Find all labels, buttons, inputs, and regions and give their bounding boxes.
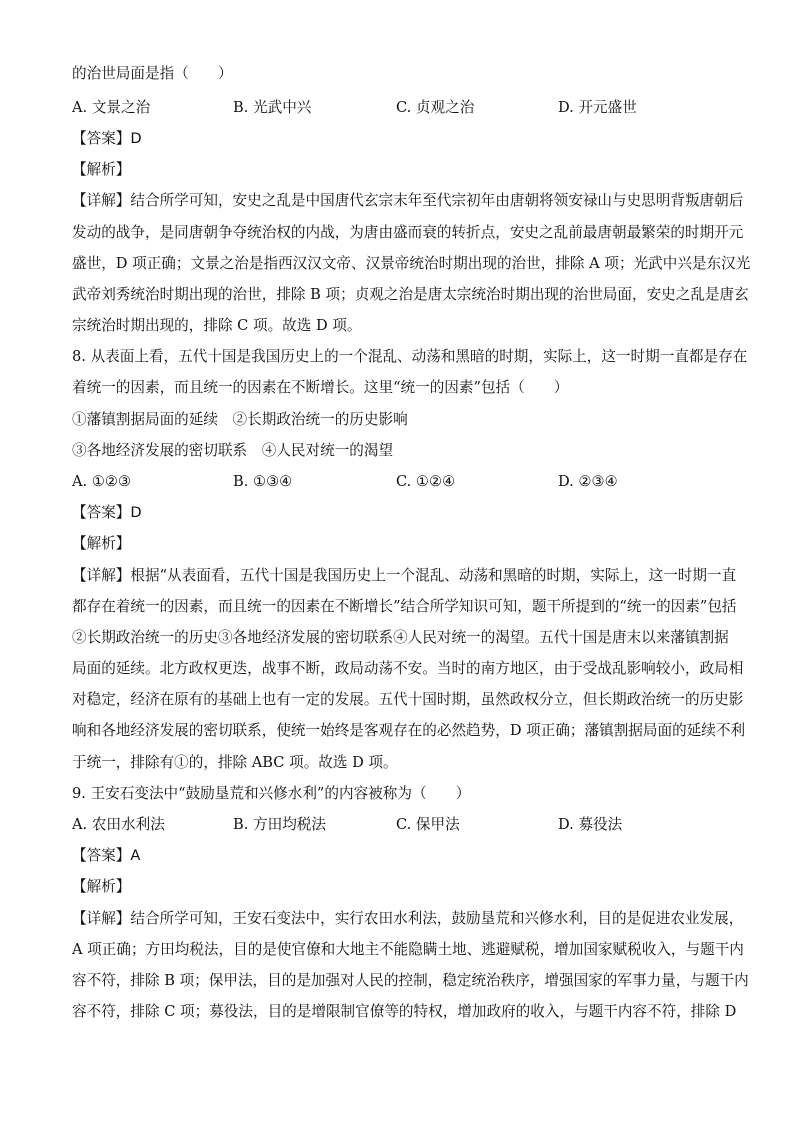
q8-option-d: D. ②③④ [558,473,618,490]
q8-analysis-label: 【解析】 [72,535,131,552]
q9-option-a: A. 农田水利法 [72,816,165,833]
q7-option-c: C. 贞观之治 [396,99,475,116]
q8-detail-line: 响和各地经济发展的密切联系，使统一始终是客观存在的必然趋势，D 项正确；藩镇割据局面的延续不利 [72,722,746,739]
q8-stem-line: 8. 从表面上看，五代十国是我国历史上的一个混乱、动荡和黑暗的时期，实际上，这一时期一直都是存在 [72,348,748,365]
q8-items-line: ③各地经济发展的密切联系 ④人民对统一的渴望 [72,442,394,459]
q9-option-d: D. 募役法 [558,816,623,833]
q7-detail-line: 武帝刘秀统治时期出现的治世，排除 B 项；贞观之治是唐太宗统治时期出现的治世局面，安史之乱是唐玄 [72,286,749,303]
q7-option-a: A. 文景之治 [72,99,151,116]
q9-option-c: C. 保甲法 [396,816,460,833]
q8-detail-line: 局面的延续。北方政权更迭，战事不断，政局动荡不安。当时的南方地区，由于受战乱影响较小，政局相 [72,660,744,677]
q7-stem-tail: 的治世局面是指（ ） [72,65,233,82]
q9-detail-line: 【详解】结合所学可知，王安石变法中，实行农田水利法，鼓励垦荒和兴修水利，目的是促进农业发展， [72,910,744,927]
q8-items-line: ①藩镇割据局面的延续 ②长期政治统一的历史影响 [72,411,408,428]
q8-option-b: B. ①③④ [233,473,293,490]
q8-detail-line: 都存在着统一的因素，而且统一的因素在不断增长”结合所学知识可知，题干所提到的“统一的因素”包括 [72,598,737,615]
q8-option-c: C. ①②④ [396,473,456,490]
q9-detail-line: 容不符，排除 B 项；保甲法，目的是加强对人民的控制，稳定统治秩序，增强国家的军事力量，与题干内 [72,972,749,989]
q7-answer: 【答案】D [72,130,142,147]
q8-detail-line: ②长期政治统一的历史③各地经济发展的密切联系④人民对统一的渴望。五代十国是唐末以来藩镇割据 [72,629,729,646]
q8-detail-line: 【详解】根据“从表面看，五代十国是我国历史上一个混乱、动荡和黑暗的时期，实际上，这一时期一直 [72,567,737,584]
q9-detail-line: 容不符，排除 C 项；募役法，目的是增限制官僚等的特权，增加政府的收入，与题干内容不符，排除 D [72,1003,737,1020]
q9-stem: 9. 王安石变法中“鼓励垦荒和兴修水利”的内容被称为（ ） [72,785,471,802]
q7-detail-line: 【详解】结合所学可知，安史之乱是中国唐代玄宗末年至代宗初年由唐朝将领安禄山与史思明背叛唐朝后 [72,192,744,209]
q7-detail-line: 宗统治时期出现的，排除 C 项。故选 D 项。 [72,317,362,334]
q9-answer: 【答案】A [72,847,141,864]
q7-detail-line: 盛世，D 项正确；文景之治是指西汉汉文帝、汉景帝统治时期出现的治世，排除 A 项；光武中兴是东汉光 [72,255,751,272]
q7-option-d: D. 开元盛世 [558,99,637,116]
q7-analysis-label: 【解析】 [72,161,131,178]
q8-detail-line: 对稳定，经济在原有的基础上也有一定的发展。五代十国时期，虽然政权分立，但长期政治统一的历史影 [72,691,744,708]
q9-analysis-label: 【解析】 [72,878,131,895]
q8-option-a: A. ①②③ [72,473,132,490]
q8-detail-line: 于统一，排除有①的，排除 ABC 项。故选 D 项。 [72,754,398,771]
q8-stem-line: 着统一的因素，而且统一的因素在不断增长。这里“统一的因素”包括（ ） [72,379,569,396]
q9-detail-line: A 项正确；方田均税法，目的是使官僚和大地主不能隐瞒土地、逃避赋税，增加国家赋税收入，与题干内 [72,941,744,958]
q8-answer: 【答案】D [72,504,142,521]
q9-option-b: B. 方田均税法 [233,816,326,833]
q7-option-b: B. 光武中兴 [233,99,312,116]
q7-detail-line: 发动的战争，是同唐朝争夺统治权的内战，为唐由盛而衰的转折点，安史之乱前最唐朝最繁荣的时期开元 [72,224,744,241]
